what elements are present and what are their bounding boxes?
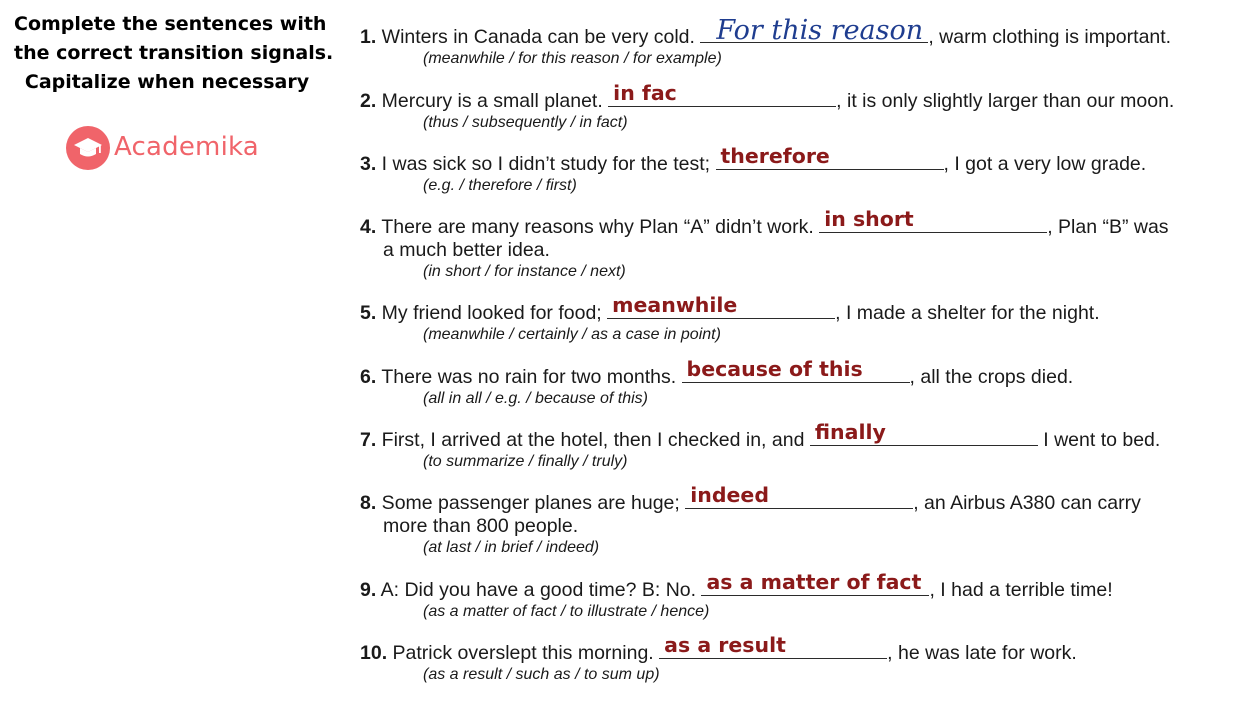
question-text-before: Patrick overslept this morning. xyxy=(387,642,660,664)
question-number: 6. xyxy=(360,366,377,388)
instructions-line-2: the correct transition signals. xyxy=(14,42,334,64)
instructions-line-3: Capitalize when necessary xyxy=(24,71,310,93)
question-2 xyxy=(360,81,1220,133)
question-text-before: Mercury is a small planet. xyxy=(376,90,609,112)
answer-options: (as a result / such as / to sum up) xyxy=(423,666,660,683)
answer-options: (all in all / e.g. / because of this) xyxy=(423,390,648,407)
answer-text: finally xyxy=(814,420,886,444)
answer-text: in fac xyxy=(613,81,677,105)
question-continuation: more than 800 people. xyxy=(383,515,579,537)
answer-blank[interactable] xyxy=(716,144,944,170)
answer-options: (meanwhile / certainly / as a case in point) xyxy=(423,326,721,343)
answer-blank[interactable] xyxy=(682,357,910,383)
answer-options: (meanwhile / for this reason / for example) xyxy=(423,50,722,67)
question-9 xyxy=(360,570,1220,622)
question-text-after: , I had a terrible time! xyxy=(929,579,1113,601)
question-10 xyxy=(360,633,1220,685)
question-number: 2. xyxy=(360,90,377,112)
question-text-before: There are many reasons why Plan “A” didn’t work. xyxy=(376,216,820,238)
instructions xyxy=(14,10,334,97)
question-number: 4. xyxy=(360,216,377,238)
question-number: 5. xyxy=(360,302,377,324)
question-text-before: A: Did you have a good time? B: No. xyxy=(376,579,702,601)
question-number: 10. xyxy=(360,642,388,664)
question-text-after: , all the crops died. xyxy=(909,366,1074,388)
question-number: 1. xyxy=(360,26,377,48)
question-text-after: , I made a shelter for the night. xyxy=(835,302,1100,324)
question-number: 3. xyxy=(360,153,377,175)
answer-options: (as a matter of fact / to illustrate / hence) xyxy=(423,603,710,620)
answer-text: because of this xyxy=(686,357,863,381)
answer-blank[interactable] xyxy=(701,570,929,596)
answer-options: (to summarize / finally / truly) xyxy=(423,453,628,470)
question-continuation: a much better idea. xyxy=(383,239,550,261)
question-text-after: , warm clothing is important. xyxy=(928,26,1172,48)
answer-text: For this reason xyxy=(716,15,924,46)
instructions-line-1: Complete the sentences with xyxy=(14,13,327,35)
question-number: 9. xyxy=(360,579,377,601)
answer-options: (at last / in brief / indeed) xyxy=(423,539,600,556)
answer-blank[interactable] xyxy=(607,293,835,319)
question-6 xyxy=(360,357,1220,409)
question-1 xyxy=(360,15,1220,69)
graduation-cap-icon xyxy=(66,126,110,170)
answer-blank[interactable] xyxy=(819,207,1047,233)
question-5 xyxy=(360,293,1220,345)
academika-logo xyxy=(66,126,259,170)
answer-blank[interactable] xyxy=(659,633,887,659)
question-4 xyxy=(360,207,1220,282)
question-text-after: I went to bed. xyxy=(1037,429,1161,451)
answer-text: indeed xyxy=(690,483,769,507)
logo-text: Academika xyxy=(114,132,259,162)
question-7 xyxy=(360,420,1220,472)
answer-text: as a result xyxy=(664,633,786,657)
answer-blank[interactable] xyxy=(685,483,913,509)
question-text-before: Some passenger planes are huge; xyxy=(376,492,686,514)
question-text-before: I was sick so I didn’t study for the test; xyxy=(376,153,716,175)
answer-text: therefore xyxy=(720,144,830,168)
question-text-before: Winters in Canada can be very cold. xyxy=(376,26,701,48)
answer-options: (e.g. / therefore / first) xyxy=(423,177,577,194)
question-3 xyxy=(360,144,1220,196)
question-number: 8. xyxy=(360,492,377,514)
answer-text: meanwhile xyxy=(612,293,738,317)
question-text-after: , an Airbus A380 can carry xyxy=(913,492,1141,514)
question-number: 7. xyxy=(360,429,377,451)
answer-text: as a matter of fact xyxy=(706,570,922,594)
question-text-before: There was no rain for two months. xyxy=(376,366,682,388)
question-text-after: , he was late for work. xyxy=(887,642,1077,664)
question-8 xyxy=(360,483,1220,558)
answer-options: (in short / for instance / next) xyxy=(423,263,626,280)
question-text-after: , Plan “B” was xyxy=(1047,216,1169,238)
question-text-after: , I got a very low grade. xyxy=(943,153,1147,175)
answer-options: (thus / subsequently / in fact) xyxy=(423,114,628,131)
answer-text: in short xyxy=(824,207,914,231)
question-text-before: My friend looked for food; xyxy=(376,302,608,324)
question-text-before: First, I arrived at the hotel, then I checked in, and xyxy=(376,429,810,451)
answer-blank[interactable] xyxy=(810,420,1038,446)
question-text-after: , it is only slightly larger than our moon. xyxy=(836,90,1175,112)
answer-blank[interactable] xyxy=(700,15,928,46)
answer-blank[interactable] xyxy=(608,81,836,107)
